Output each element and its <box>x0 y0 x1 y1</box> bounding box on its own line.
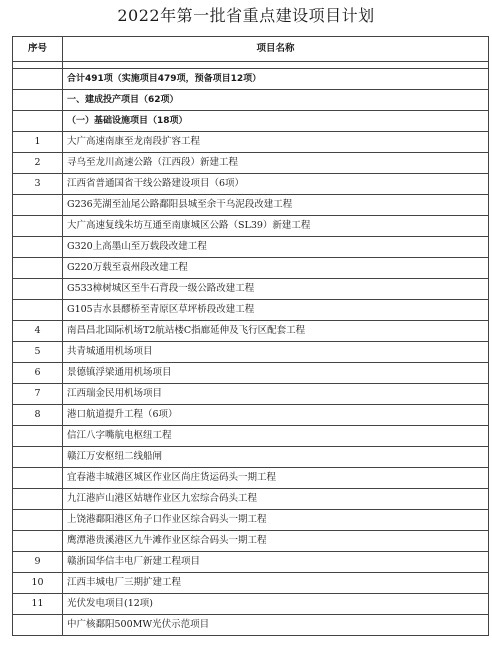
project-name-cell: 上饶港鄱阳港区角子口作业区综合码头一期工程 <box>63 510 489 531</box>
project-name-cell: 宜春港丰城港区城区作业区尚庄货运码头一期工程 <box>63 468 489 489</box>
row-number-cell <box>13 216 63 237</box>
project-name-cell: G105吉水县醪桥至青原区草坪桥段改建工程 <box>63 300 489 321</box>
row-number-cell <box>13 237 63 258</box>
project-name-cell: 九江港庐山港区姑塘作业区九宏综合码头工程 <box>63 489 489 510</box>
table-row <box>13 132 489 153</box>
row-number-cell <box>13 258 63 279</box>
table-row <box>13 615 489 636</box>
project-name-cell: 赣浙国华信丰电厂新建工程项目 <box>63 552 489 573</box>
project-name-cell: G533樟树城区至牛石背段一级公路改建工程 <box>63 279 489 300</box>
table-row <box>13 62 489 69</box>
document-title: 2022年第一批省重点建设项目计划 <box>117 6 375 25</box>
table-row <box>13 195 489 216</box>
project-name-cell: 共青城通用机场项目 <box>63 342 489 363</box>
table-row <box>13 69 489 90</box>
project-name-cell: 鹰潭港贵溪港区九牛滩作业区综合码头一期工程 <box>63 531 489 552</box>
project-name-cell: 中广核鄱阳500MW光伏示范项目 <box>63 615 489 636</box>
row-number-cell: 5 <box>13 342 63 363</box>
row-number-cell <box>13 69 63 90</box>
table-row <box>13 279 489 300</box>
table-header-row <box>13 37 489 62</box>
project-plan-table <box>12 36 489 636</box>
project-name-cell: 光伏发电项目(12项) <box>63 594 489 615</box>
row-number-cell <box>13 426 63 447</box>
table-row <box>13 426 489 447</box>
project-name-cell: 寻乌至龙川高速公路（江西段）新建工程 <box>63 153 489 174</box>
table-row <box>13 573 489 594</box>
table-row <box>13 258 489 279</box>
table-row <box>13 384 489 405</box>
project-name-cell: （一）基础设施项目（18项） <box>63 111 489 132</box>
project-name-cell: 大广高速复线朱坊互通至南康城区公路（SL39）新建工程 <box>63 216 489 237</box>
table-row <box>13 90 489 111</box>
row-number-cell: 7 <box>13 384 63 405</box>
row-number-cell: 4 <box>13 321 63 342</box>
row-number-cell <box>13 489 63 510</box>
row-number-cell: 1 <box>13 132 63 153</box>
project-name-cell: 南昌昌北国际机场T2航站楼C指廊延伸及飞行区配套工程 <box>63 321 489 342</box>
row-number-cell <box>13 468 63 489</box>
row-number-cell: 11 <box>13 594 63 615</box>
row-number-cell <box>13 279 63 300</box>
table-row <box>13 510 489 531</box>
table-row <box>13 174 489 195</box>
row-number-cell <box>13 300 63 321</box>
table-row <box>13 363 489 384</box>
project-name-cell: 一、建成投产项目（62项） <box>63 90 489 111</box>
row-number-cell: 9 <box>13 552 63 573</box>
project-name-cell <box>63 62 489 69</box>
table-row <box>13 447 489 468</box>
project-name-cell: G320上高墨山至万载段改建工程 <box>63 237 489 258</box>
row-number-cell <box>13 615 63 636</box>
table-row <box>13 111 489 132</box>
project-name-cell: 江西省普通国省干线公路建设项目（6项） <box>63 174 489 195</box>
table-row <box>13 216 489 237</box>
table-row <box>13 153 489 174</box>
project-name-cell: G220万载至袁州段改建工程 <box>63 258 489 279</box>
row-number-cell <box>13 510 63 531</box>
row-number-cell: 8 <box>13 405 63 426</box>
project-name-cell: 合计491项（实施项目479项，预备项目12项） <box>63 69 489 90</box>
table-row <box>13 342 489 363</box>
project-name-cell: 景德镇浮梁通用机场项目 <box>63 363 489 384</box>
project-name-cell: G236芜湖至汕尾公路鄱阳县城至余干乌泥段改建工程 <box>63 195 489 216</box>
table-row <box>13 321 489 342</box>
row-number-cell <box>13 531 63 552</box>
project-name-cell: 江西瑞金民用机场项目 <box>63 384 489 405</box>
row-number-cell <box>13 62 63 69</box>
row-number-cell <box>13 195 63 216</box>
table-row <box>13 237 489 258</box>
row-number-cell: 2 <box>13 153 63 174</box>
project-name-cell: 江西丰城电厂三期扩建工程 <box>63 573 489 594</box>
table-row <box>13 552 489 573</box>
table-row <box>13 489 489 510</box>
table-row <box>13 468 489 489</box>
table-row <box>13 531 489 552</box>
table-body <box>13 62 489 636</box>
row-number-cell: 6 <box>13 363 63 384</box>
table-row <box>13 300 489 321</box>
project-name-cell: 信江八字嘴航电枢纽工程 <box>63 426 489 447</box>
row-number-cell <box>13 111 63 132</box>
project-name-cell: 赣江万安枢纽二线船闸 <box>63 447 489 468</box>
row-number-cell: 10 <box>13 573 63 594</box>
row-number-cell <box>13 447 63 468</box>
project-name-cell: 港口航道提升工程（6项） <box>63 405 489 426</box>
table-row <box>13 594 489 615</box>
column-header-number: 序号 <box>13 37 63 62</box>
row-number-cell: 3 <box>13 174 63 195</box>
row-number-cell <box>13 90 63 111</box>
column-header-project-name: 项目名称 <box>63 37 489 62</box>
table-row <box>13 405 489 426</box>
project-name-cell: 大广高速南康至龙南段扩容工程 <box>63 132 489 153</box>
